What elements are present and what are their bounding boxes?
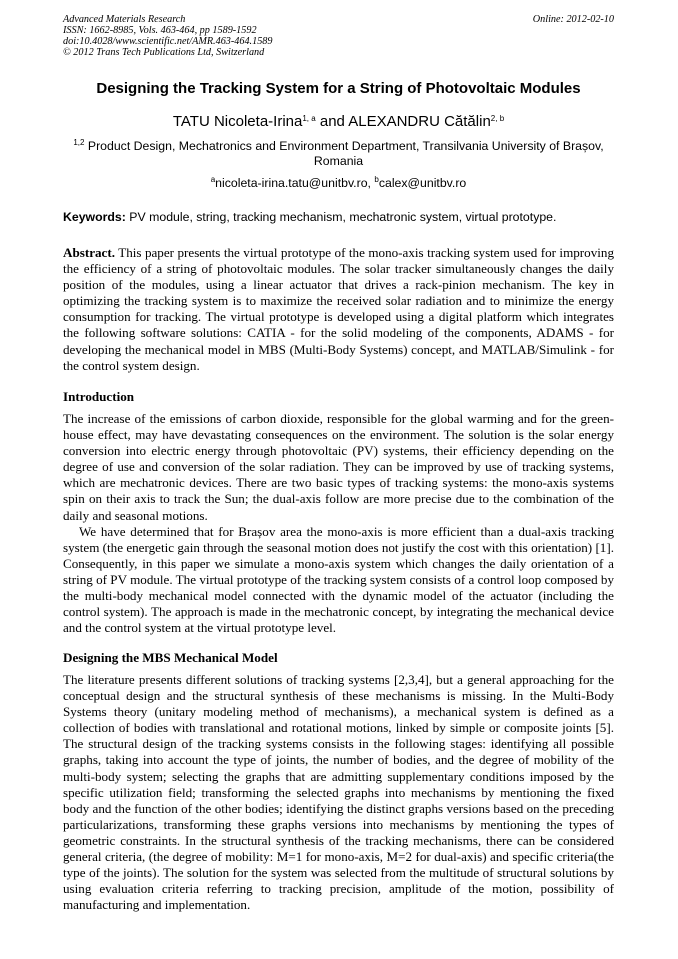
section-title: Introduction (63, 389, 135, 404)
authors-line (63, 113, 614, 130)
email-a-sup: a (210, 175, 216, 184)
keywords-text: PV module, string, tracking mechanism, mechatronic system, virtual prototype. (125, 210, 557, 224)
paragraph: The literature presents different solutions of tracking systems [2,3,4], but a general approaching for the conceptual design and the structural synthesis of these mechanisms is missing. In the Multi-Body Systems theory (unitary modeling method of mechanisms), a mechanical system is defined as a collection of bodies with translational and rotational motions, linked by simple or composite joints [5]. The structural design of the tracking systems consists in the following stages: identifying all possible graphs, taking into account the type of joints, the number of bodies, and the degree of mobility of the multi-body system; selecting the graphs that are admitting supplementary conditions imposed by the specific utilization field; transforming the selected graphs into mechanisms by mentioning the fixed body and the function of the other bodies; identifying the distinct graphs versions based on the preceding particularizations, transforming these graphs versions into mechanisms by mentioning the types of geometric constraints. In the structural synthesis of the tracking mechanisms, there can be considered general criteria, (the degree of mobility: M=1 for mono-axis, M=2 for dual-axis) and specific criteria(the type of the joints). The solution for the system was selected from the multitude of structural solutions by using evaluation criteria referring to tracking precision, amplitude of the motion, possibility of manufacturing and implementation. (63, 672, 614, 913)
affiliation-text: Product Design, Mechatronics and Environment Department, Transilvania University of Brașov, Romania (84, 139, 604, 168)
paragraph: The increase of the emissions of carbon dioxide, responsible for the global warming and for the green-house effect, may have devastating consequences on the environment. The solution is the solar energy conversion into electric energy through photovoltaic (PV) systems, their efficiency depending on the degree of use and conversion of the solar radiation. They can be improved by use of tracking systems, which are mechatronic devices. There are two basic types of tracking systems: the mono-axis systems spin on their axis to track the Sun; the dual-axis follow are more precise due to the combination of the daily and seasonal motions. (63, 411, 614, 523)
abstract-text: This paper presents the virtual prototype of the mono-axis tracking system used for improving the efficiency of a string of photovoltaic modules. The solar tracker simultaneously changes the daily position of the modules, using a linear actuator that drives a rack-pinion mechanism. The key in optimizing the tracking system is to maximize the received solar radiation and to minimize the energy consumption for tracking. The virtual prototype is developed using a digital platform which integrates the following software solutions: CATIA - for the solid modeling of the components, ADAMS - for developing the mechanical model in MBS (Multi-Body Systems) concept, and MATLAB/Simulink - for the control system design. (63, 245, 614, 373)
email-b[interactable]: calex@unitbv.ro (378, 176, 467, 190)
author-2-sup: 2, b (490, 114, 505, 123)
online-date: Online: 2012-02-10 (532, 14, 614, 25)
paper-title: Designing the Tracking System for a String of Photovoltaic Modules (96, 80, 581, 97)
section-mbs-model (63, 650, 614, 913)
author-1: TATU Nicoleta-Irina (172, 113, 303, 130)
email-b-sup: b (374, 175, 379, 184)
email-a[interactable]: nicoleta-irina.tatu@unitbv.ro, (215, 176, 375, 190)
journal-header (63, 14, 272, 58)
section-title: Designing the MBS Mechanical Model (63, 650, 278, 665)
authors-conjunction: and (315, 113, 349, 130)
paragraph: We have determined that for Brașov area the mono-axis is more efficient than a dual-axis tracking system (the energetic gain through the seasonal motion does not justify the cost with this orientation) [1]. Consequently, in this paper we simulate a mono-axis system which changes the daily orientation of a string of PV module. The virtual prototype of the tracking system consists of a control loop composed by the multi-body mechanical model connected with the dynamic model of the actuator (including the control system). The approach is made in the mechatronic concept, by integrating the mechanical device and the control system at the virtual prototype level. (63, 523, 614, 636)
doi-line: doi:10.4028/www.scientific.net/AMR.463-464.1589 (63, 36, 273, 47)
author-2: ALEXANDRU Cătălin (348, 113, 491, 130)
keywords (63, 210, 614, 224)
issn-line: ISSN: 1662-8985, Vols. 463-464, pp 1589-1592 (63, 25, 257, 36)
copyright-line: © 2012 Trans Tech Publications Ltd, Switzerland (63, 47, 265, 58)
journal-name: Advanced Materials Research (63, 14, 186, 25)
section-introduction (63, 389, 614, 636)
emails-line (63, 176, 614, 190)
abstract-label: Abstract. (63, 245, 115, 260)
keywords-label: Keywords: (63, 210, 126, 224)
affiliation-sup: 1,2 (73, 138, 85, 147)
affiliation (58, 139, 619, 169)
abstract (63, 245, 614, 374)
author-1-sup: 1, a (302, 114, 316, 123)
